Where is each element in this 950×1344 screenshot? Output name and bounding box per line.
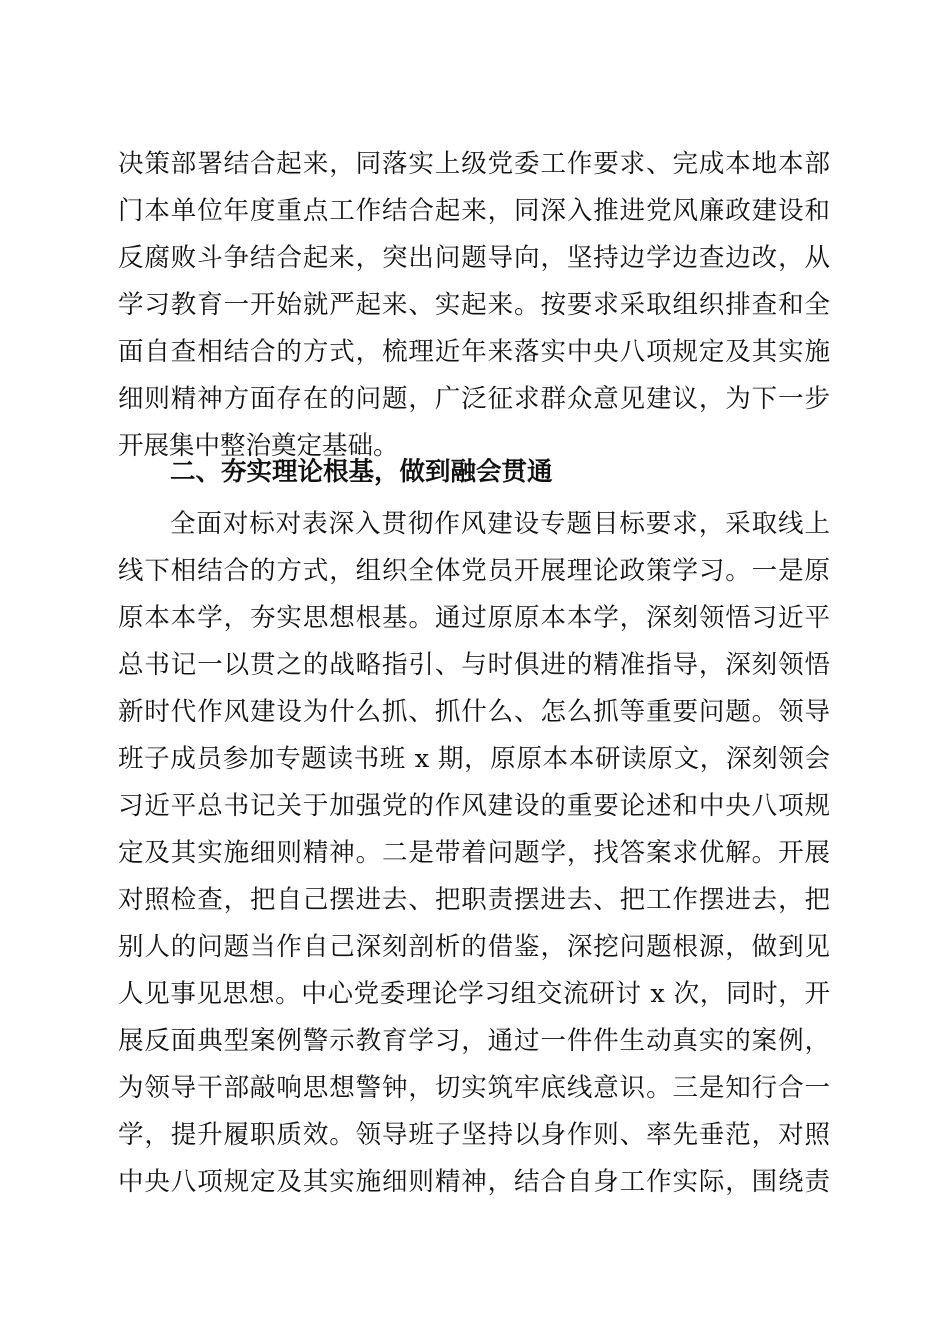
paragraph-line: 班子成员参加专题读书班 x 期，原原本本研读原文，深刻领会 — [118, 744, 830, 774]
paragraph-line: 展反面典型案例警示教育学习，通过一件件生动真实的案例， — [118, 1026, 830, 1056]
paragraph-line: 定及其实施细则精神。二是带着问题学，找答案求优解。开展 — [118, 838, 830, 868]
section-heading: 二、夯实理论根基，做到融会贯通 — [170, 457, 553, 487]
paragraph-line: 全面对标对表深入贯彻作风建设专题目标要求，采取线上 — [170, 509, 830, 539]
paragraph-line: 新时代作风建设为什么抓、抓什么、怎么抓等重要问题。领导 — [118, 697, 830, 727]
paragraph-line: 总书记一以贯之的战略指引、与时俱进的精准指导，深刻领悟 — [118, 650, 830, 680]
paragraph-line: 中央八项规定及其实施细则精神，结合自身工作实际，围绕责 — [118, 1167, 830, 1197]
paragraph-line: 反腐败斗争结合起来，突出问题导向，坚持边学边查边改，从 — [118, 243, 830, 273]
paragraph-line: 原本本学，夯实思想根基。通过原原本本学，深刻领悟习近平 — [118, 603, 830, 633]
paragraph-line: 线下相结合的方式，组织全体党员开展理论政策学习。一是原 — [118, 556, 830, 586]
paragraph-line: 决策部署结合起来，同落实上级党委工作要求、完成本地本部 — [118, 149, 830, 179]
paragraph-line: 开展集中整治奠定基础。 — [118, 431, 399, 461]
paragraph-line: 细则精神方面存在的问题，广泛征求群众意见建议，为下一步 — [118, 384, 830, 414]
paragraph-line: 学，提升履职质效。领导班子坚持以身作则、率先垂范，对照 — [118, 1120, 830, 1150]
paragraph-line: 对照检查，把自己摆进去、把职责摆进去、把工作摆进去，把 — [118, 885, 830, 915]
paragraph-line: 学习教育一开始就严起来、实起来。按要求采取组织排查和全 — [118, 290, 830, 320]
paragraph-line: 人见事见思想。中心党委理论学习组交流研讨 x 次，同时，开 — [118, 979, 830, 1009]
paragraph-line: 别人的问题当作自己深刻剖析的借鉴，深挖问题根源，做到见 — [118, 932, 830, 962]
paragraph-line: 面自查相结合的方式，梳理近年来落实中央八项规定及其实施 — [118, 337, 830, 367]
paragraph-line: 习近平总书记关于加强党的作风建设的重要论述和中央八项规 — [118, 791, 830, 821]
paragraph-line: 门本单位年度重点工作结合起来，同深入推进党风廉政建设和 — [118, 196, 830, 226]
paragraph-line: 为领导干部敲响思想警钟，切实筑牢底线意识。三是知行合一 — [118, 1073, 830, 1103]
